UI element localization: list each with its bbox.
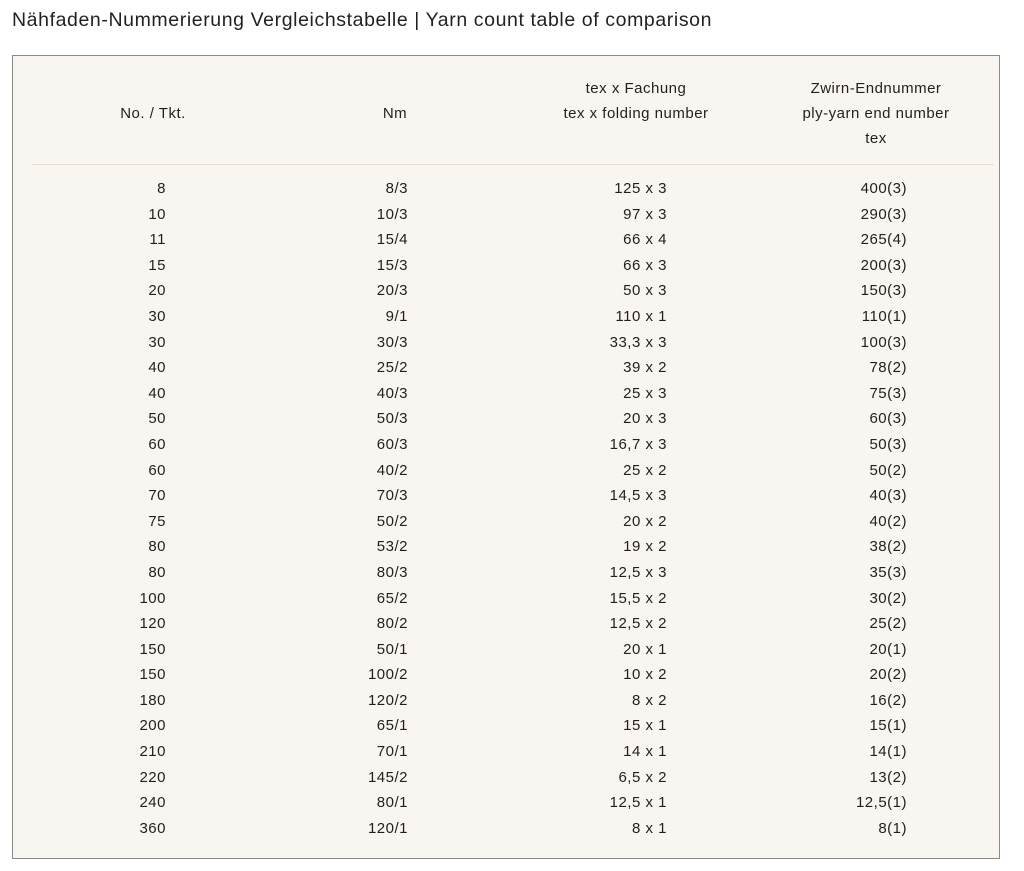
cell-nm: 145/2 [367, 768, 408, 786]
cell-nm: 15/3 [376, 256, 408, 274]
table-row [13, 765, 999, 791]
cell-tex-folding: 110 x 1 [615, 307, 667, 325]
cell-end-number: 20(1) [869, 640, 907, 658]
cell-tex-folding: 12,5 x 3 [609, 563, 667, 581]
cell-end-number: 38(2) [869, 538, 907, 556]
header-tex-folding [521, 76, 751, 126]
cell-no-tkt: 100 [139, 589, 166, 607]
cell-nm: 50/2 [376, 512, 408, 530]
cell-end-number: 30(2) [869, 589, 907, 607]
cell-no-tkt: 75 [148, 512, 166, 530]
table-row [13, 534, 999, 560]
cell-end-number: 40(2) [869, 512, 907, 530]
cell-tex-folding: 14 x 1 [623, 743, 667, 761]
header-divider [32, 164, 994, 165]
cell-no-tkt: 30 [148, 307, 166, 325]
cell-end-number: 100(3) [860, 333, 907, 351]
cell-end-number: 12,5(1) [855, 794, 907, 812]
cell-nm: 80/3 [376, 563, 408, 581]
cell-end-number: 50(2) [869, 461, 907, 479]
cell-no-tkt: 80 [148, 563, 166, 581]
header-line: No. / Tkt. [120, 105, 186, 122]
cell-nm: 50/1 [376, 640, 408, 658]
cell-no-tkt: 150 [139, 666, 166, 684]
cell-nm: 53/2 [376, 538, 408, 556]
table-row [13, 304, 999, 330]
cell-tex-folding: 66 x 3 [623, 256, 667, 274]
cell-tex-folding: 16,7 x 3 [609, 435, 667, 453]
cell-nm: 70/1 [376, 743, 408, 761]
cell-tex-folding: 8 x 1 [631, 819, 667, 837]
cell-no-tkt: 200 [139, 717, 166, 735]
table-row [13, 560, 999, 586]
table-row [13, 586, 999, 612]
cell-end-number: 200(3) [860, 256, 907, 274]
table-row [13, 432, 999, 458]
cell-end-number: 75(3) [869, 384, 907, 402]
cell-nm: 15/4 [376, 231, 408, 249]
cell-end-number: 40(3) [869, 487, 907, 505]
cell-tex-folding: 125 x 3 [614, 180, 667, 197]
cell-no-tkt: 8 [157, 180, 166, 197]
header-line: tex x Fachung [585, 80, 687, 97]
cell-tex-folding: 33,3 x 3 [609, 333, 667, 351]
table-row [13, 816, 999, 842]
cell-no-tkt: 10 [148, 205, 166, 223]
table-row [13, 355, 999, 381]
cell-no-tkt: 40 [148, 359, 166, 377]
header-line: Nm [382, 105, 408, 122]
cell-tex-folding: 12,5 x 1 [609, 794, 667, 812]
page-title: Nähfaden-Nummerierung Vergleichstabelle | Yarn count table of comparison [12, 9, 713, 31]
cell-no-tkt: 15 [148, 256, 166, 274]
cell-nm: 40/2 [376, 461, 408, 479]
table-body [13, 176, 999, 841]
table-row [13, 202, 999, 228]
cell-end-number: 110(1) [861, 307, 907, 325]
cell-tex-folding: 8 x 2 [631, 691, 667, 709]
cell-nm: 80/2 [376, 615, 408, 633]
cell-tex-folding: 15 x 1 [623, 717, 667, 735]
cell-nm: 9/1 [385, 307, 408, 325]
cell-tex-folding: 19 x 2 [623, 538, 667, 556]
table-row [13, 662, 999, 688]
header-line: Zwirn-Endnummer [810, 80, 942, 97]
cell-tex-folding: 15,5 x 2 [609, 589, 667, 607]
cell-no-tkt: 150 [139, 640, 166, 658]
table-row [13, 330, 999, 356]
table-row [13, 637, 999, 663]
cell-no-tkt: 40 [148, 384, 166, 402]
header-nm [335, 101, 455, 126]
table-row [13, 713, 999, 739]
cell-tex-folding: 97 x 3 [623, 205, 667, 223]
table-row [13, 227, 999, 253]
cell-end-number: 50(3) [869, 435, 907, 453]
cell-end-number: 14(1) [869, 743, 907, 761]
cell-nm: 40/3 [376, 384, 408, 402]
cell-no-tkt: 80 [148, 538, 166, 556]
table-row [13, 278, 999, 304]
cell-tex-folding: 66 x 4 [623, 231, 667, 249]
cell-no-tkt: 360 [139, 819, 166, 837]
cell-tex-folding: 25 x 2 [623, 461, 667, 479]
cell-no-tkt: 220 [139, 768, 166, 786]
header-no-tkt [93, 101, 213, 126]
cell-no-tkt: 20 [148, 282, 166, 300]
cell-end-number: 35(3) [869, 563, 907, 581]
table-row [13, 381, 999, 407]
cell-end-number: 25(2) [869, 615, 907, 633]
cell-end-number: 15(1) [869, 717, 907, 735]
table-row [13, 406, 999, 432]
table-row [13, 688, 999, 714]
cell-tex-folding: 10 x 2 [623, 666, 667, 684]
comparison-table [12, 55, 1000, 859]
table-row [13, 611, 999, 637]
cell-tex-folding: 50 x 3 [623, 282, 667, 300]
cell-no-tkt: 50 [148, 410, 166, 428]
cell-nm: 8/3 [385, 180, 408, 197]
cell-tex-folding: 20 x 3 [623, 410, 667, 428]
cell-no-tkt: 180 [139, 691, 166, 709]
table-row [13, 739, 999, 765]
cell-no-tkt: 11 [149, 231, 166, 249]
cell-no-tkt: 70 [148, 487, 166, 505]
table-row [13, 509, 999, 535]
cell-tex-folding: 25 x 3 [623, 384, 667, 402]
cell-tex-folding: 20 x 2 [623, 512, 667, 530]
table-row [13, 253, 999, 279]
cell-end-number: 265(4) [860, 231, 907, 249]
table-row [13, 458, 999, 484]
cell-no-tkt: 210 [139, 743, 166, 761]
header-ply-yarn-end [761, 76, 991, 151]
table-row [13, 483, 999, 509]
cell-nm: 65/2 [376, 589, 408, 607]
cell-end-number: 8(1) [878, 819, 907, 837]
table-row [13, 790, 999, 816]
cell-tex-folding: 20 x 1 [623, 640, 667, 658]
cell-nm: 25/2 [376, 359, 408, 377]
cell-end-number: 400(3) [860, 180, 907, 197]
cell-nm: 70/3 [376, 487, 408, 505]
cell-end-number: 150(3) [860, 282, 907, 300]
cell-tex-folding: 39 x 2 [623, 359, 667, 377]
cell-nm: 30/3 [376, 333, 408, 351]
cell-end-number: 13(2) [869, 768, 907, 786]
header-line: tex x folding number [563, 105, 709, 122]
table-row [13, 176, 999, 202]
cell-tex-folding: 14,5 x 3 [609, 487, 667, 505]
cell-no-tkt: 60 [148, 461, 166, 479]
cell-nm: 120/2 [367, 691, 408, 709]
cell-tex-folding: 6,5 x 2 [618, 768, 667, 786]
cell-nm: 65/1 [376, 717, 408, 735]
cell-nm: 10/3 [376, 205, 408, 223]
cell-nm: 60/3 [376, 435, 408, 453]
cell-end-number: 16(2) [869, 691, 907, 709]
cell-no-tkt: 240 [139, 794, 166, 812]
cell-no-tkt: 120 [139, 615, 166, 633]
cell-nm: 80/1 [376, 794, 408, 812]
cell-end-number: 78(2) [869, 359, 907, 377]
cell-nm: 20/3 [376, 282, 408, 300]
cell-end-number: 60(3) [869, 410, 907, 428]
header-line: tex [865, 130, 887, 147]
cell-nm: 100/2 [367, 666, 408, 684]
header-line: ply-yarn end number [802, 105, 950, 122]
cell-end-number: 20(2) [869, 666, 907, 684]
cell-nm: 50/3 [376, 410, 408, 428]
cell-no-tkt: 60 [148, 435, 166, 453]
cell-end-number: 290(3) [860, 205, 907, 223]
cell-nm: 120/1 [367, 819, 408, 837]
cell-tex-folding: 12,5 x 2 [609, 615, 667, 633]
cell-no-tkt: 30 [148, 333, 166, 351]
